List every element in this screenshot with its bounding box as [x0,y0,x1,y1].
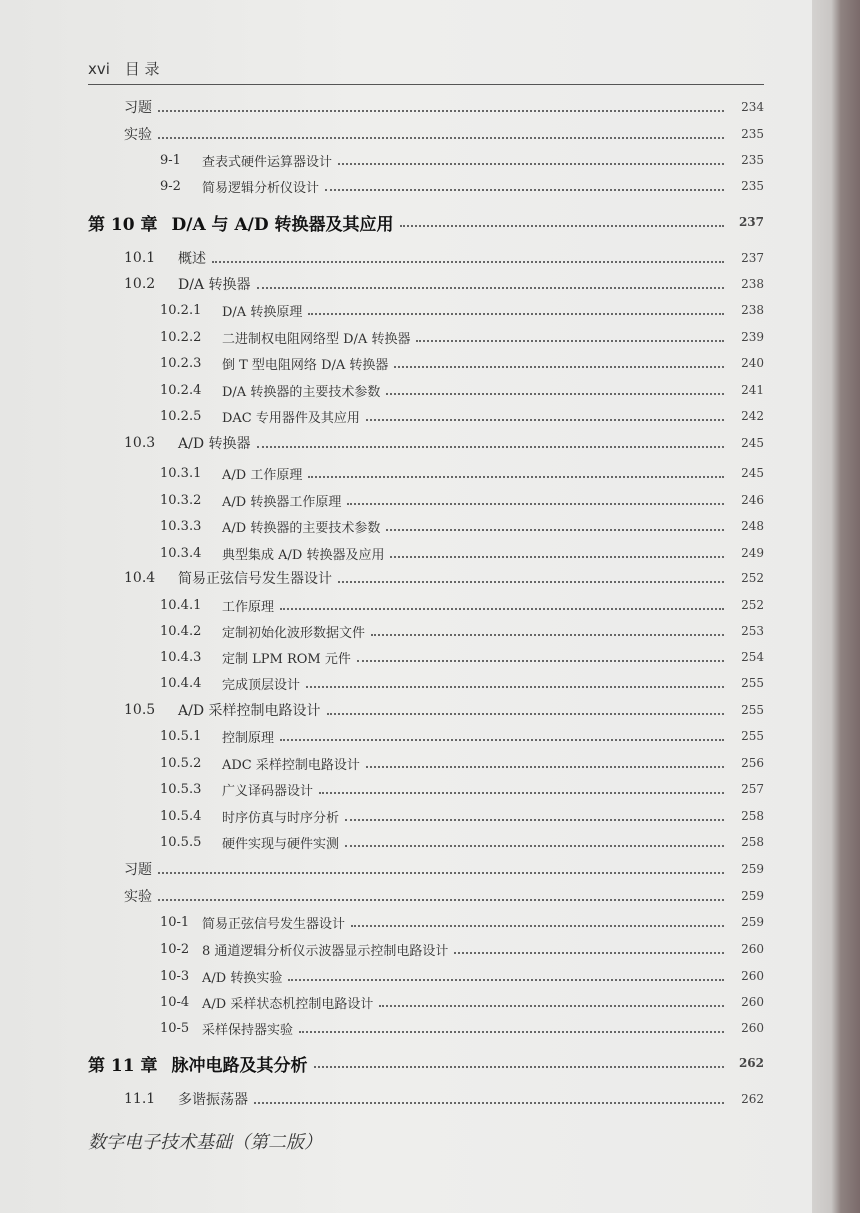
toc-entry-number: 10.3.2 [160,492,202,508]
toc-entry-title: A/D 转换实验 [202,970,283,986]
toc-entry-title: A/D 转换器的主要技术参数 [222,520,381,536]
toc-entry-number: 10.5.3 [160,781,202,797]
dot-leader [416,340,724,342]
toc-entry-number: 10-5 [160,1020,190,1036]
toc-entry [0,463,764,483]
toc-entry-title: 二进制权电阻网络型 D/A 转换器 [222,331,411,347]
toc-entry [0,673,764,693]
toc-entry-title: 简易逻辑分析仪设计 [202,180,320,196]
toc-entry-title: D/A 转换器的主要技术参数 [222,384,381,400]
toc-entry [0,939,764,959]
toc-entry-title: A/D 工作原理 [222,467,303,483]
toc-entry [0,912,764,932]
toc-page-number: 258 [741,809,764,823]
toc-entry-title: 简易正弦信号发生器设计 [178,571,332,587]
dot-leader [158,872,724,874]
toc-page-number: 254 [741,650,764,664]
toc-entry [0,248,764,268]
dot-leader [338,163,724,165]
dot-leader [254,1102,724,1104]
toc-entry-title: D/A 转换原理 [222,304,303,320]
toc-entry [0,380,764,400]
toc-entry-number: 10.4.1 [160,597,202,613]
toc-entry-title: 采样保持器实验 [202,1022,294,1038]
toc-entry [0,886,764,906]
toc-entry [0,1089,764,1109]
toc-entry [0,490,764,510]
toc-entry-number: 第 11 章 [88,1055,158,1076]
toc-page-number: 259 [741,862,764,876]
page-number-roman: xvi [88,60,110,78]
toc-entry-title: 习题 [124,862,152,878]
toc-page-number: 235 [741,153,764,167]
toc-entry [0,859,764,879]
toc-entry-title: 多谐振荡器 [178,1092,248,1108]
toc-entry [0,212,764,235]
dot-leader [357,660,724,662]
dot-leader [308,313,724,315]
dot-leader [325,189,724,191]
dot-leader [338,581,724,583]
toc-entry-title: 典型集成 A/D 转换器及应用 [222,547,385,563]
toc-page-number: 241 [741,383,764,397]
toc-page-number: 239 [741,330,764,344]
toc-entry-title: DAC 专用器件及其应用 [222,410,360,426]
toc-entry [0,832,764,852]
toc-entry-number: 10.2 [124,276,156,292]
toc-entry-title: D/A 转换器 [178,277,251,293]
toc-entry-title: A/D 采样控制电路设计 [178,703,321,719]
dot-leader [390,556,724,558]
toc-entry-number: 10.3.1 [160,465,202,481]
toc-page-number: 235 [741,179,764,193]
toc-page-number: 245 [741,436,764,450]
toc-page-number: 255 [741,703,764,717]
toc-entry-number: 10.5.1 [160,728,202,744]
toc-entry [0,779,764,799]
toc-page-number: 262 [741,1092,764,1106]
toc-entry [0,992,764,1012]
toc-entry [0,1018,764,1038]
toc-entry [0,97,764,117]
toc-entry-title: 定制初始化波形数据文件 [222,625,366,641]
toc-entry-number: 第 10 章 [88,214,158,235]
toc-page-number: 238 [741,277,764,291]
toc-entry [0,647,764,667]
toc-entry-number: 10.5.2 [160,755,202,771]
toc-page-number: 260 [741,942,764,956]
toc-page-number: 240 [741,356,764,370]
header-rule [88,84,764,85]
toc-page-number: 259 [741,889,764,903]
toc-entry-number: 10.5.5 [160,834,202,850]
dot-leader [394,366,724,368]
toc-entry [0,406,764,426]
toc-entry-number: 10.5 [124,702,156,718]
toc-entry-number: 11.1 [124,1091,156,1107]
toc-entry-title: 实验 [124,889,152,905]
toc-entry-title: 硬件实现与硬件实测 [222,836,340,852]
toc-entry-number: 10.4.3 [160,649,202,665]
toc-entry [0,176,764,196]
toc-entry [0,274,764,294]
dot-leader [308,476,724,478]
toc-entry-title: 实验 [124,127,152,143]
dot-leader [454,952,724,954]
dot-leader [379,1005,724,1007]
dot-leader [212,261,724,263]
dot-leader [299,1031,724,1033]
dot-leader [347,503,724,505]
toc-entry-number: 10.3.3 [160,518,202,534]
toc-entry [0,595,764,615]
toc-page-number: 242 [741,409,764,423]
toc-entry-title: 倒 T 型电阻网络 D/A 转换器 [222,357,389,373]
toc-entry [0,726,764,746]
toc-page-number: 260 [741,969,764,983]
dot-leader [327,713,724,715]
toc-entry [0,150,764,170]
toc-entry [0,353,764,373]
toc-entry-number: 10-3 [160,968,190,984]
dot-leader [306,686,724,688]
toc-entry-title: 工作原理 [222,599,275,615]
toc-entry-title: 定制 LPM ROM 元件 [222,651,351,667]
toc-entry-title: 8 通道逻辑分析仪示波器显示控制电路设计 [202,943,449,959]
dot-leader [371,634,724,636]
toc-entry [0,433,764,453]
toc-page-number: 234 [741,100,764,114]
dot-leader [386,393,724,395]
toc-page-number: 238 [741,303,764,317]
toc-entry-number: 10.2.5 [160,408,202,424]
toc-entry-number: 10.3 [124,435,156,451]
toc-entry [0,700,764,720]
toc-page-number: 237 [741,251,764,265]
header-title: 目 录 [124,60,160,78]
toc-entry-number: 10.2.1 [160,302,202,318]
dot-leader [345,845,724,847]
toc-page-number: 252 [741,598,764,612]
dot-leader [158,110,724,112]
dot-leader [280,608,724,610]
toc-entry-number: 10.4.4 [160,675,202,691]
toc-entry-number: 10-1 [160,914,190,930]
dot-leader [319,792,724,794]
toc-entry-number: 10.2.4 [160,382,202,398]
toc-entry-title: 简易正弦信号发生器设计 [202,916,346,932]
toc-entry-title: 控制原理 [222,730,275,746]
toc-page-number: 259 [741,915,764,929]
toc-entry-title: D/A 与 A/D 转换器及其应用 [171,214,394,235]
toc-entry-title: A/D 转换器工作原理 [222,494,342,510]
toc-page-number: 237 [738,215,764,229]
toc-entry-number: 9-1 [160,152,181,168]
toc-entry [0,124,764,144]
toc-entry-title: 概述 [178,251,206,267]
toc-entry-number: 10-2 [160,941,190,957]
toc-page-number: 248 [741,519,764,533]
toc-entry [0,327,764,347]
toc-entry-number: 10-4 [160,994,190,1010]
toc-page-number: 260 [741,1021,764,1035]
toc-page-number: 255 [741,729,764,743]
toc-entry-number: 10.1 [124,250,156,266]
toc-page-number: 252 [741,571,764,585]
toc-entry-title: ADC 采样控制电路设计 [222,757,360,773]
toc-page-number: 258 [741,835,764,849]
toc-page-number: 255 [741,676,764,690]
toc-entry-title: 脉冲电路及其分析 [171,1055,308,1076]
toc-entry-title: 广义译码器设计 [222,783,314,799]
toc-page-number: 260 [741,995,764,1009]
toc-page-number: 249 [741,546,764,560]
toc-entry-title: 习题 [124,100,152,116]
dot-leader [280,739,724,741]
toc-entry [0,966,764,986]
dot-leader [366,419,724,421]
toc-entry-number: 10.4 [124,570,156,586]
toc-entry-number: 10.2.3 [160,355,202,371]
page-header [88,58,159,79]
toc-entry-title: 完成顶层设计 [222,677,301,693]
book-title-footer: 数字电子技术基础（第二版） [88,1132,322,1153]
toc-entry-number: 10.3.4 [160,545,202,561]
toc-entry-number: 9-2 [160,178,181,194]
dot-leader [351,925,724,927]
dot-leader [257,287,724,289]
dot-leader [158,137,724,139]
toc-entry [0,1053,764,1076]
dot-leader [288,979,724,981]
toc-page-number: 245 [741,466,764,480]
dot-leader [345,819,724,821]
toc-entry-title: 时序仿真与时序分析 [222,810,340,826]
toc-entry [0,543,764,563]
toc-entry [0,300,764,320]
toc-page-number: 246 [741,493,764,507]
toc-entry-title: A/D 转换器 [178,436,251,452]
toc-page-number: 235 [741,127,764,141]
toc-entry-title: 查表式硬件运算器设计 [202,154,333,170]
toc-entry-number: 10.5.4 [160,808,202,824]
dot-leader [314,1066,725,1068]
toc-page-number: 253 [741,624,764,638]
toc-entry-number: 10.4.2 [160,623,202,639]
toc-entry [0,568,764,588]
toc-page-number: 256 [741,756,764,770]
page-edge [812,0,860,1213]
toc-entry [0,753,764,773]
toc-entry [0,806,764,826]
toc-page-number: 262 [738,1056,764,1070]
dot-leader [158,899,724,901]
dot-leader [400,225,724,227]
toc-entry [0,516,764,536]
dot-leader [386,529,724,531]
toc-entry-number: 10.2.2 [160,329,202,345]
dot-leader [366,766,724,768]
toc-entry-title: A/D 采样状态机控制电路设计 [202,996,374,1012]
toc-entry [0,621,764,641]
dot-leader [257,446,724,448]
toc-page-number: 257 [741,782,764,796]
